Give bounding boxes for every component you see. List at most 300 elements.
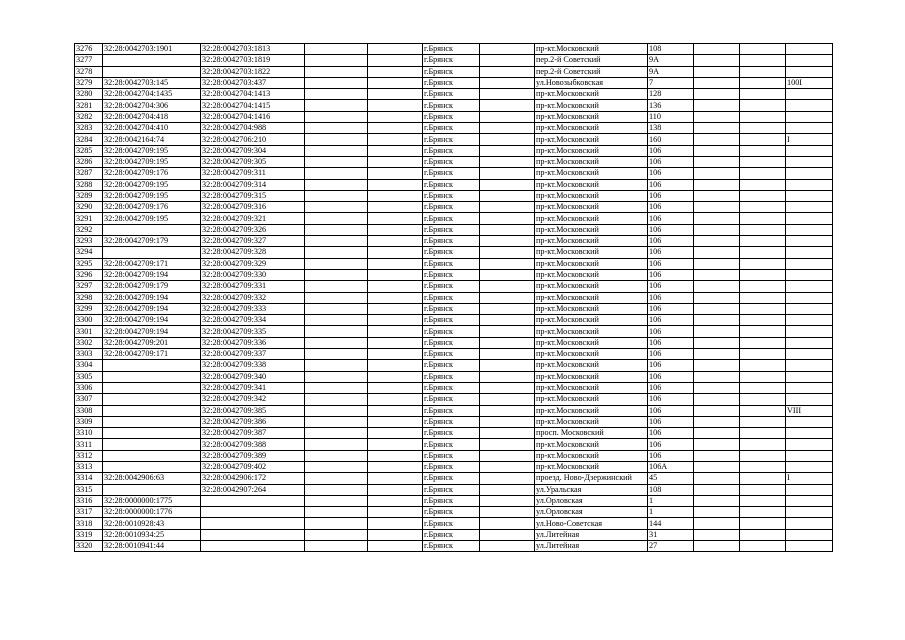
table-cell [305,518,368,529]
table-cell [740,247,786,258]
table-row [75,77,833,88]
table-cell: г.Брянск [423,66,480,77]
table-cell: 3292 [75,224,103,235]
table-cell [694,44,740,55]
table-cell: 9А [648,66,694,77]
table-cell: I [786,473,833,484]
table-cell [694,484,740,495]
table-cell [786,168,833,179]
table-cell [740,44,786,55]
table-cell: проезд. Ново-Дзержинский [535,473,648,484]
table-row [75,326,833,337]
table-cell [694,360,740,371]
table-cell [305,349,368,360]
table-cell [480,315,535,326]
table-cell: 100I [786,77,833,88]
table-cell [786,247,833,258]
table-cell [694,213,740,224]
table-cell: 106 [648,360,694,371]
table-cell: 32:28:0042709:314 [201,179,305,190]
register-table [74,43,833,552]
table-cell [103,382,201,393]
table-cell [368,100,423,111]
table-cell: ул.Орловская [535,507,648,518]
table-cell [368,450,423,461]
table-cell [480,190,535,201]
table-cell [368,44,423,55]
table-cell [740,371,786,382]
table-cell: 32:28:0042709:385 [201,405,305,416]
table-row [75,66,833,77]
table-cell [786,371,833,382]
table-cell [786,450,833,461]
table-cell [694,66,740,77]
table-cell [740,382,786,393]
table-cell: г.Брянск [423,394,480,405]
table-cell: г.Брянск [423,439,480,450]
table-cell: 32:28:0042709:340 [201,371,305,382]
table-row [75,428,833,439]
table-cell: г.Брянск [423,529,480,540]
table-cell: г.Брянск [423,111,480,122]
table-cell [305,326,368,337]
table-cell [740,269,786,280]
table-row [75,518,833,529]
table-cell: пр-кт.Московский [535,360,648,371]
table-cell [480,495,535,506]
table-cell: 106 [648,224,694,235]
table-cell [305,416,368,427]
table-row [75,394,833,405]
table-cell: 3282 [75,111,103,122]
table-row [75,495,833,506]
table-cell: 9А [648,55,694,66]
table-cell: 32:28:0000000:1776 [103,507,201,518]
table-cell [740,541,786,552]
table-cell: пр-кт.Московский [535,134,648,145]
table-cell [740,100,786,111]
table-cell [786,190,833,201]
table-cell [368,89,423,100]
table-cell [103,484,201,495]
table-cell: ул.Литейная [535,529,648,540]
table-row [75,44,833,55]
table-cell [480,168,535,179]
table-cell [368,518,423,529]
table-cell: пр-кт.Московский [535,337,648,348]
table-cell: пр-кт.Московский [535,190,648,201]
table-cell [305,461,368,472]
table-cell: г.Брянск [423,495,480,506]
table-cell: г.Брянск [423,213,480,224]
table-cell: пр-кт.Московский [535,89,648,100]
table-cell: г.Брянск [423,258,480,269]
table-cell [740,529,786,540]
table-cell [740,315,786,326]
table-cell [368,473,423,484]
table-cell [694,247,740,258]
table-cell [694,168,740,179]
table-cell [103,450,201,461]
table-cell [786,416,833,427]
table-cell: 106 [648,269,694,280]
table-cell [786,179,833,190]
table-cell [786,292,833,303]
table-cell: г.Брянск [423,450,480,461]
table-cell: 32:28:0042703:1901 [103,44,201,55]
table-cell: 3287 [75,168,103,179]
table-cell [694,473,740,484]
table-cell [368,168,423,179]
table-cell: г.Брянск [423,100,480,111]
table-cell: ул.Новозыбковская [535,77,648,88]
table-cell: г.Брянск [423,382,480,393]
table-row [75,168,833,179]
table-cell [305,145,368,156]
table-cell: 32:28:0042709:334 [201,315,305,326]
table-cell [305,292,368,303]
table-cell: пр-кт.Московский [535,450,648,461]
table-cell: г.Брянск [423,416,480,427]
table-cell: пр-кт.Московский [535,292,648,303]
table-row [75,179,833,190]
table-row [75,156,833,167]
table-cell [368,66,423,77]
table-cell [103,371,201,382]
table-cell [480,473,535,484]
table-cell: пр-кт.Московский [535,179,648,190]
table-row [75,281,833,292]
table-cell: 144 [648,518,694,529]
table-cell [305,202,368,213]
table-cell [305,100,368,111]
table-cell [694,428,740,439]
table-row [75,484,833,495]
table-cell: 3305 [75,371,103,382]
table-cell: 32:28:0042709:329 [201,258,305,269]
table-cell: 3313 [75,461,103,472]
table-cell: ул.Уральская [535,484,648,495]
table-cell [740,202,786,213]
table-cell: 3301 [75,326,103,337]
table-row [75,89,833,100]
table-cell [786,439,833,450]
table-row [75,360,833,371]
table-cell: 32:28:0042906:63 [103,473,201,484]
table-cell [368,269,423,280]
table-cell [480,156,535,167]
table-cell [694,303,740,314]
table-cell: пр-кт.Московский [535,111,648,122]
table-cell: 106 [648,315,694,326]
table-cell: г.Брянск [423,541,480,552]
table-cell [368,281,423,292]
table-cell: 32:28:0042709:171 [103,258,201,269]
table-cell: г.Брянск [423,484,480,495]
table-cell: г.Брянск [423,473,480,484]
table-cell: 3295 [75,258,103,269]
table-cell: 32:28:0042709:179 [103,281,201,292]
table-cell: пр-кт.Московский [535,168,648,179]
table-cell [694,461,740,472]
table-cell: 1 [648,507,694,518]
table-cell: 3297 [75,281,103,292]
table-cell [480,247,535,258]
table-cell: 32:28:0042709:333 [201,303,305,314]
table-cell: 3317 [75,507,103,518]
table-cell: пр-кт.Московский [535,461,648,472]
table-cell [740,416,786,427]
table-cell: 1 [648,495,694,506]
table-cell: пр-кт.Московский [535,382,648,393]
table-cell [305,405,368,416]
table-cell [480,529,535,540]
table-cell: 32:28:0042704:418 [103,111,201,122]
table-row [75,405,833,416]
table-cell [480,281,535,292]
table-cell [368,236,423,247]
table-cell [694,518,740,529]
table-cell [786,303,833,314]
table-cell [694,190,740,201]
table-cell [740,66,786,77]
table-cell [694,292,740,303]
table-cell [740,168,786,179]
table-cell [786,156,833,167]
table-cell [368,405,423,416]
table-cell [694,100,740,111]
table-cell [103,405,201,416]
table-cell [305,439,368,450]
table-cell [740,156,786,167]
table-row [75,202,833,213]
table-cell: 3310 [75,428,103,439]
table-row [75,349,833,360]
table-cell [368,439,423,450]
table-cell [786,428,833,439]
table-cell [480,326,535,337]
table-cell: 7 [648,77,694,88]
table-cell: 3306 [75,382,103,393]
table-cell: г.Брянск [423,190,480,201]
table-cell: 106 [648,190,694,201]
table-cell [480,303,535,314]
table-cell [786,315,833,326]
table-cell: г.Брянск [423,428,480,439]
table-cell [480,439,535,450]
table-cell [305,337,368,348]
table-cell [368,394,423,405]
table-cell: пр-кт.Московский [535,236,648,247]
table-cell: г.Брянск [423,236,480,247]
table-cell [786,224,833,235]
table-cell [786,337,833,348]
table-cell [305,213,368,224]
table-cell: 136 [648,100,694,111]
table-row [75,382,833,393]
table-cell [740,495,786,506]
table-cell [480,450,535,461]
table-cell: 106 [648,258,694,269]
table-cell: 106 [648,168,694,179]
table-cell [368,416,423,427]
table-cell [694,507,740,518]
table-cell: г.Брянск [423,303,480,314]
table-cell: 32:28:0042709:388 [201,439,305,450]
table-cell [740,450,786,461]
table-cell: пр-кт.Московский [535,416,648,427]
table-cell [368,461,423,472]
table-cell: пр-кт.Московский [535,156,648,167]
table-row [75,55,833,66]
table-cell: 3277 [75,55,103,66]
table-cell: г.Брянск [423,134,480,145]
table-cell: 3280 [75,89,103,100]
table-cell: 3308 [75,405,103,416]
table-cell: 106 [648,247,694,258]
table-cell: пр-кт.Московский [535,439,648,450]
table-cell [103,360,201,371]
table-cell: просп. Московский [535,428,648,439]
table-cell: 106 [648,416,694,427]
table-cell [201,541,305,552]
table-cell: 32:28:0042906:172 [201,473,305,484]
table-cell [305,89,368,100]
table-cell: 106 [648,450,694,461]
table-cell: 32:28:0042709:195 [103,190,201,201]
table-cell: 32:28:0042709:336 [201,337,305,348]
table-cell [368,213,423,224]
table-cell: 108 [648,44,694,55]
table-cell: г.Брянск [423,269,480,280]
table-cell: 32:28:0042709:342 [201,394,305,405]
table-cell: г.Брянск [423,89,480,100]
table-cell [305,371,368,382]
table-cell [694,439,740,450]
table-row [75,450,833,461]
table-cell [305,507,368,518]
table-cell: 106 [648,281,694,292]
table-row [75,473,833,484]
table-cell: 32:28:0042709:338 [201,360,305,371]
table-cell [368,111,423,122]
table-cell: 32:28:0042709:304 [201,145,305,156]
table-cell: 32:28:0042709:171 [103,349,201,360]
table-cell: 3288 [75,179,103,190]
table-cell [694,224,740,235]
table-cell [305,473,368,484]
table-cell: пр-кт.Московский [535,44,648,55]
table-cell [740,337,786,348]
table-cell: 3283 [75,123,103,134]
table-cell [305,484,368,495]
table-cell: г.Брянск [423,405,480,416]
table-cell: 3281 [75,100,103,111]
table-cell: 32:28:0042709:332 [201,292,305,303]
table-cell [305,495,368,506]
table-cell [368,77,423,88]
table-cell [786,281,833,292]
table-cell [740,145,786,156]
table-cell [786,326,833,337]
table-body [75,44,833,552]
table-cell [305,382,368,393]
table-cell: 3307 [75,394,103,405]
table-cell: 32:28:0042709:387 [201,428,305,439]
table-cell: г.Брянск [423,179,480,190]
table-cell: 32:28:0042709:195 [103,156,201,167]
table-cell: 106 [648,303,694,314]
table-cell [786,349,833,360]
table-cell [103,461,201,472]
table-cell: 31 [648,529,694,540]
table-cell [480,145,535,156]
table-cell [305,179,368,190]
table-cell [368,190,423,201]
table-cell [305,394,368,405]
table-cell: пр-кт.Московский [535,224,648,235]
table-cell: 32:28:0010928:43 [103,518,201,529]
table-cell: 32:28:0042709:315 [201,190,305,201]
table-cell [305,236,368,247]
table-cell: г.Брянск [423,145,480,156]
table-cell: г.Брянск [423,168,480,179]
table-cell: 32:28:0042709:402 [201,461,305,472]
table-cell: 32:28:0042709:337 [201,349,305,360]
table-cell [740,55,786,66]
table-cell [305,269,368,280]
table-cell [305,529,368,540]
table-cell [305,541,368,552]
table-row [75,224,833,235]
table-cell: 3309 [75,416,103,427]
table-cell [480,224,535,235]
table-cell [740,461,786,472]
table-cell: пр-кт.Московский [535,405,648,416]
table-cell [103,55,201,66]
table-cell: 32:28:0042704:1416 [201,111,305,122]
table-cell: 3279 [75,77,103,88]
table-cell: 3278 [75,66,103,77]
table-cell [480,541,535,552]
table-cell [740,258,786,269]
table-cell [103,66,201,77]
table-cell [368,303,423,314]
table-cell [786,507,833,518]
table-cell: 3316 [75,495,103,506]
table-cell [305,258,368,269]
table-cell [694,394,740,405]
table-cell: 32:28:0042907:264 [201,484,305,495]
table-cell [694,145,740,156]
table-cell [368,145,423,156]
table-cell [786,66,833,77]
table-cell [103,224,201,235]
table-cell: г.Брянск [423,77,480,88]
table-cell [480,77,535,88]
table-cell: 106 [648,202,694,213]
table-cell: 32:28:0042709:327 [201,236,305,247]
table-cell: 32:28:0042706:210 [201,134,305,145]
table-cell [368,507,423,518]
table-cell [786,111,833,122]
table-cell [694,55,740,66]
table-cell: 32:28:0042709:328 [201,247,305,258]
table-cell [740,111,786,122]
table-cell [480,55,535,66]
table-cell: г.Брянск [423,292,480,303]
table-cell: г.Брянск [423,247,480,258]
